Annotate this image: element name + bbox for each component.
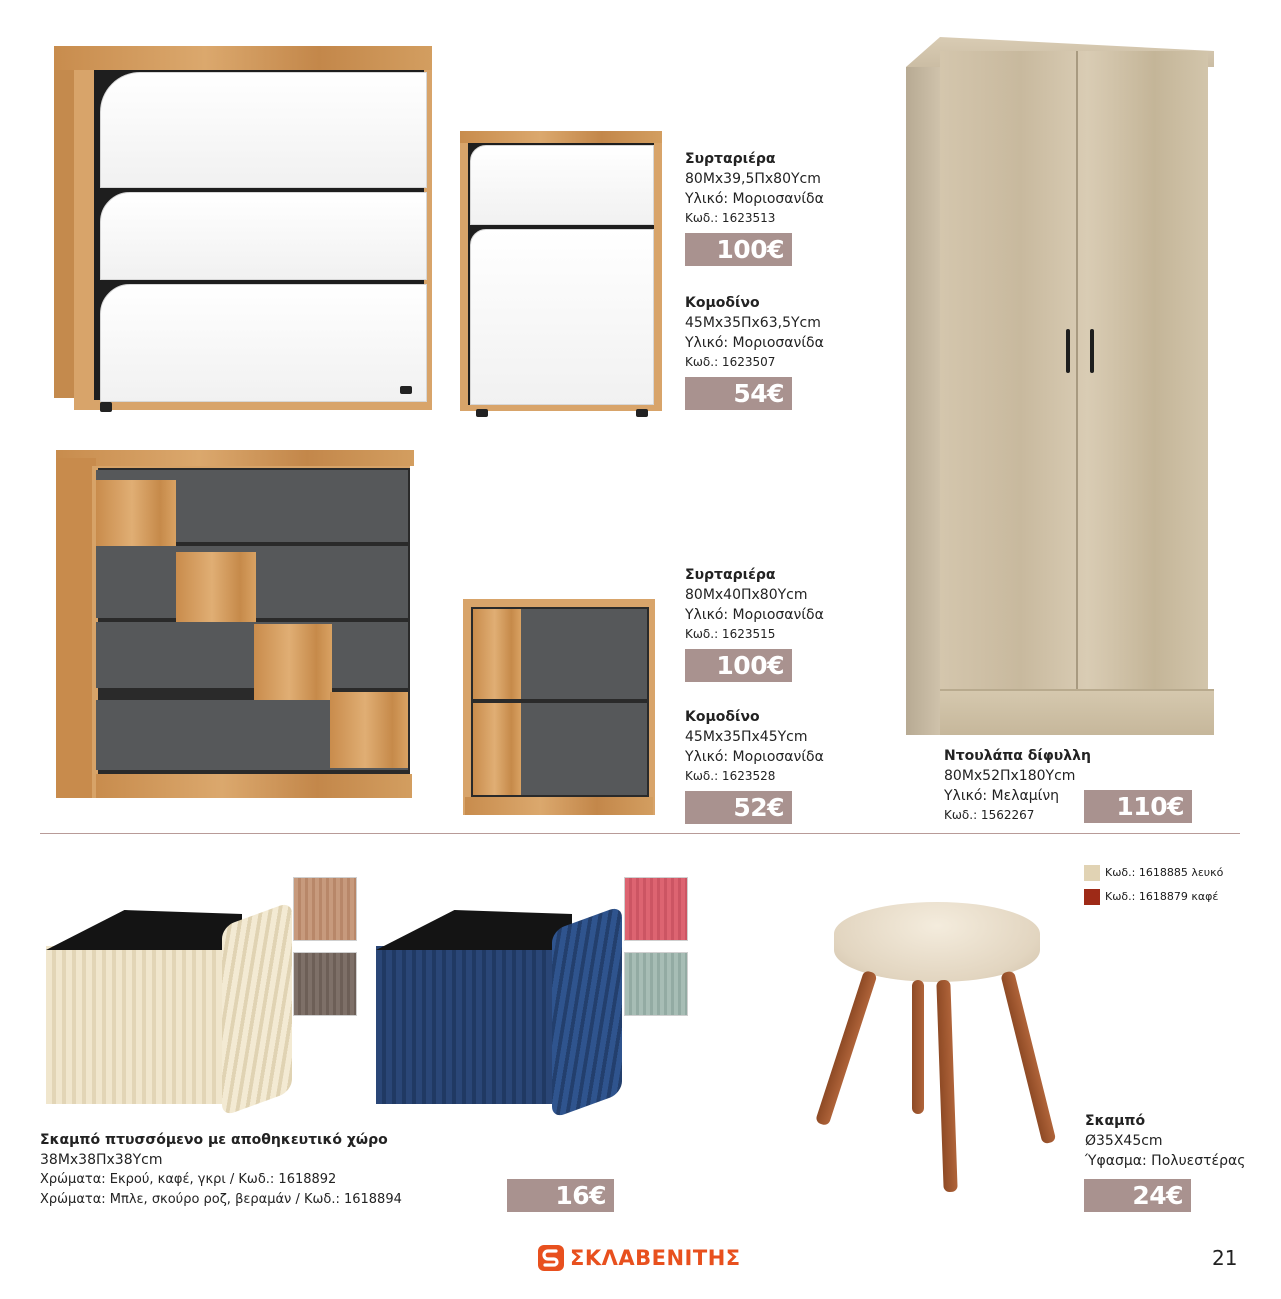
price-tag: 100€ (685, 649, 792, 682)
product-name: Συρταριέρα (685, 151, 776, 167)
product-colors: Χρώματα: Εκρού, καφέ, γκρι / Κωδ.: 1618892 (40, 1172, 337, 1187)
product-dimensions: 80Μx52Πx180Υcm (944, 768, 1076, 784)
product-code: Κωδ.: 1623515 (685, 627, 776, 641)
product-material: Υλικό: Μοριοσανίδα (685, 191, 824, 207)
ottoman-blue-image (376, 910, 626, 1110)
price-tag: 54€ (685, 377, 792, 410)
brand-logo-icon (538, 1245, 564, 1271)
product-code: Κωδ.: 1623528 (685, 769, 776, 783)
product-code: Κωδ.: 1623507 (685, 355, 776, 369)
dark-nightstand-image (463, 599, 655, 815)
product-dimensions: 38Μx38Πx38Υcm (40, 1152, 163, 1168)
ottoman-info (40, 1130, 402, 1210)
product-dimensions: 80Μx39,5Πx80Υcm (685, 171, 821, 187)
chest-white-info (685, 149, 824, 227)
product-name: Ντουλάπα δίφυλλη (944, 748, 1091, 764)
product-name: Σκαμπό πτυσσόμενο με αποθηκευτικό χώρο (40, 1132, 388, 1148)
product-material: Υλικό: Μελαμίνη (944, 788, 1060, 804)
brand-name: ΣΚΛΑΒΕΝΙΤΗΣ (570, 1246, 741, 1270)
product-code: Κωδ.: 1562267 (944, 808, 1035, 822)
product-colors: Χρώματα: Μπλε, σκούρο ροζ, βεραμάν / Κωδ.: 1618894 (40, 1192, 402, 1207)
white-chest-image (54, 46, 432, 414)
nightstand-white-info (685, 293, 824, 371)
dark-chest-image (56, 450, 414, 806)
ottoman-brown-thumbnail (293, 877, 357, 941)
stool-info (1085, 1111, 1245, 1171)
color-swatch-brown (1084, 889, 1100, 905)
product-dimensions: 45Μx35Πx45Υcm (685, 729, 808, 745)
product-name: Κομοδίνο (685, 295, 760, 311)
ottoman-pink-thumbnail (624, 877, 688, 941)
ottoman-grey-thumbnail (293, 952, 357, 1016)
product-material: Υλικό: Μοριοσανίδα (685, 335, 824, 351)
price-tag: 110€ (1084, 790, 1192, 823)
price-tag: 100€ (685, 233, 792, 266)
product-name: Κομοδίνο (685, 709, 760, 725)
brand-logo (538, 1245, 741, 1271)
chest-dark-info (685, 565, 824, 643)
product-material: Υλικό: Μοριοσανίδα (685, 607, 824, 623)
nightstand-dark-info (685, 707, 824, 785)
product-material: Υλικό: Μοριοσανίδα (685, 749, 824, 765)
product-dimensions: Ø35Χ45cm (1085, 1133, 1163, 1149)
product-dimensions: 80Μx40Πx80Υcm (685, 587, 808, 603)
wardrobe-image (906, 37, 1214, 735)
page-number: 21 (1212, 1246, 1238, 1270)
product-name: Συρταριέρα (685, 567, 776, 583)
legend-label: Κωδ.: 1618885 λευκό (1105, 866, 1224, 879)
stool-image (834, 902, 1046, 1194)
price-tag: 52€ (685, 791, 792, 824)
section-divider (40, 833, 1240, 834)
ottoman-mint-thumbnail (624, 952, 688, 1016)
wardrobe-info (944, 746, 1091, 824)
product-name: Σκαμπό (1085, 1113, 1146, 1129)
ottoman-cream-image (46, 910, 296, 1110)
white-nightstand-image (460, 131, 662, 417)
legend-label: Κωδ.: 1618879 καφέ (1105, 890, 1219, 903)
price-tag: 16€ (507, 1179, 614, 1212)
stool-legend-brown (1084, 889, 1218, 905)
product-material: Ύφασμα: Πολυεστέρας (1085, 1153, 1246, 1169)
price-tag: 24€ (1084, 1179, 1191, 1212)
color-swatch-white (1084, 865, 1100, 881)
stool-legend-white (1084, 865, 1223, 881)
product-code: Κωδ.: 1623513 (685, 211, 776, 225)
product-dimensions: 45Μx35Πx63,5Υcm (685, 315, 821, 331)
